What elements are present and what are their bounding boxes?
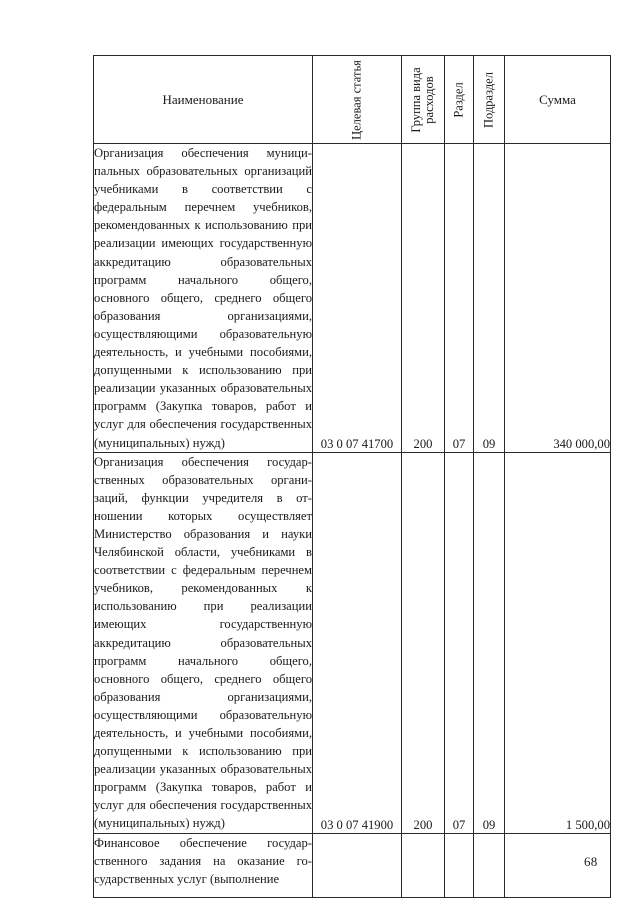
header-name xyxy=(94,56,313,144)
header-section xyxy=(445,56,474,144)
row-name-cell: Финансовое обеспечение государственного задания на оказание государственных услуг (выполнение xyxy=(94,833,313,897)
header-target-article xyxy=(313,56,402,144)
row-expense-group-cell: 200 xyxy=(402,144,445,453)
row-expense-group-cell xyxy=(402,833,445,897)
row-section-cell xyxy=(445,833,474,897)
row-sum-cell: 1 500,00 xyxy=(505,452,611,833)
header-expense-group-text: Группа вида расходов xyxy=(409,66,436,133)
row-name-cell: Организация обеспечения государственных образовательных организаций, функции учредителя в отношении которых осуществляет Министерство образования и науки Челябинской области, учебниками в соответствии с федеральным перечнем учебников, рекомендованных к использованию при реализации имеющих государственную аккредитацию образовательных программ начального общего, основного общего, среднего общего образования организациями, осуществляющими образовательную деятельность, и учебными пособиями, допущенными к использованию при реализации указанных образовательных программ (Закупка товаров, работ и услуг для обеспечения государственных (муниципальных) нужд) xyxy=(94,452,313,833)
header-subsection xyxy=(474,56,505,144)
row-sum-cell: 340 000,00 xyxy=(505,144,611,453)
row-section-cell: 07 xyxy=(445,144,474,453)
row-subsection-cell: 09 xyxy=(474,452,505,833)
row-subsection-cell xyxy=(474,833,505,897)
row-subsection-cell: 09 xyxy=(474,144,505,453)
budget-table xyxy=(93,55,611,898)
table-header-row xyxy=(94,56,611,144)
header-target-article-text: Целевая статья xyxy=(349,59,364,140)
row-expense-group-cell: 200 xyxy=(402,452,445,833)
page-number: 68 xyxy=(584,854,598,869)
header-section-text: Раздел xyxy=(451,81,466,118)
row-name-cell: Организация обеспечения муниципальных образовательных организаций учебниками в соответствии с федеральным перечнем учебников, рекомендованных к использованию при реализации имеющих государственную аккредитацию образовательных программ начального общего, основного общего, среднего общего образования организациями, осуществляющими образовательную деятельность, и учебными пособиями, допущенными к использованию при реализации указанных образовательных программ (Закупка товаров, работ и услуг для обеспечения государственных (муниципальных) нужд) xyxy=(94,144,313,453)
table-row xyxy=(94,833,611,897)
header-subsection-text: Подраздел xyxy=(481,71,496,128)
row-target-article-cell xyxy=(313,833,402,897)
row-target-article-cell: 03 0 07 41900 xyxy=(313,452,402,833)
table-row xyxy=(94,144,611,453)
table-row xyxy=(94,452,611,833)
row-section-cell: 07 xyxy=(445,452,474,833)
row-target-article-cell: 03 0 07 41700 xyxy=(313,144,402,453)
header-sum xyxy=(505,56,611,144)
header-name-text: Наименование xyxy=(162,91,244,107)
header-expense-group xyxy=(402,56,445,144)
header-sum-text: Сумма xyxy=(539,91,576,107)
